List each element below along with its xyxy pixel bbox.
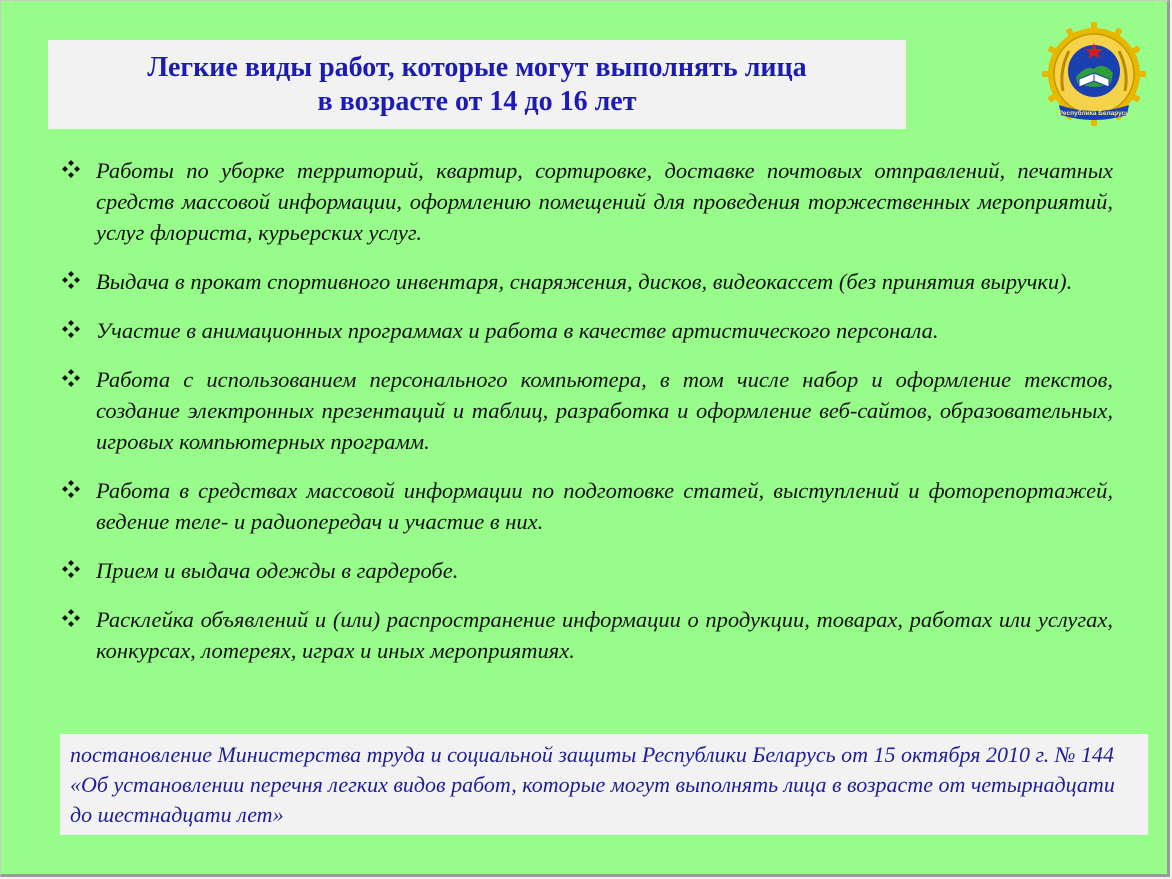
title-line-1: Легкие виды работ, которые могут выполнять лица	[147, 51, 807, 83]
bullet-list	[61, 155, 1113, 684]
diamond-bullet-icon	[61, 159, 81, 179]
bullet-text: Работа в средствах массовой информации по подготовке статей, выступлений и фоторепортажей, ведение теле- и радиопередач и участие в них.	[96, 478, 1113, 534]
bullet-text: Расклейка объявлений и (или) распространение информации о продукции, товарах, работах или услугах, конкурсах, лотереях, играх и иных мероприятиях.	[96, 607, 1113, 663]
diamond-bullet-icon	[61, 559, 81, 579]
diamond-bullet-icon	[61, 270, 81, 290]
list-item	[61, 266, 1113, 297]
list-item	[61, 555, 1113, 586]
list-item	[61, 364, 1113, 457]
bullet-text: Прием и выдача одежды в гардеробе.	[96, 558, 459, 583]
bullet-text: Выдача в прокат спортивного инвентаря, снаряжения, дисков, видеокассет (без принятия выручки).	[96, 269, 1073, 294]
footer-citation: постановление Министерства труда и социальной защиты Республики Беларусь от 15 октября 2010 г. № 144 «Об установлении перечня легких видов работ, которые могут выполнять лица в возрасте от четырнадцати до шестнадцати лет»	[70, 742, 1115, 827]
diamond-bullet-icon	[61, 479, 81, 499]
diamond-bullet-icon	[61, 368, 81, 388]
bullet-text: Участие в анимационных программах и работа в качестве артистического персонала.	[96, 318, 939, 343]
title-line-2: в возрасте от 14 до 16 лет	[317, 85, 637, 117]
emblem-caption: Республика Беларусь	[1058, 110, 1130, 117]
diamond-bullet-icon	[61, 608, 81, 628]
list-item	[61, 604, 1113, 666]
list-item	[61, 475, 1113, 537]
list-item	[61, 315, 1113, 346]
diamond-bullet-icon	[61, 319, 81, 339]
footer-box	[60, 734, 1148, 835]
list-item	[61, 155, 1113, 248]
belarus-emblem-icon	[1041, 21, 1147, 127]
bullet-text: Работы по уборке территорий, квартир, сортировке, доставке почтовых отправлений, печатных средств массовой информации, оформлению помещений для проведения торжественных мероприятий, услуг флориста, курьерских услуг.	[96, 158, 1113, 245]
bullet-text: Работа с использованием персонального компьютера, в том числе набор и оформление текстов, создание электронных презентаций и таблиц, разработка и оформление веб-сайтов, образовательных, игровых компьютерных программ.	[96, 367, 1113, 454]
title-box	[48, 40, 906, 129]
